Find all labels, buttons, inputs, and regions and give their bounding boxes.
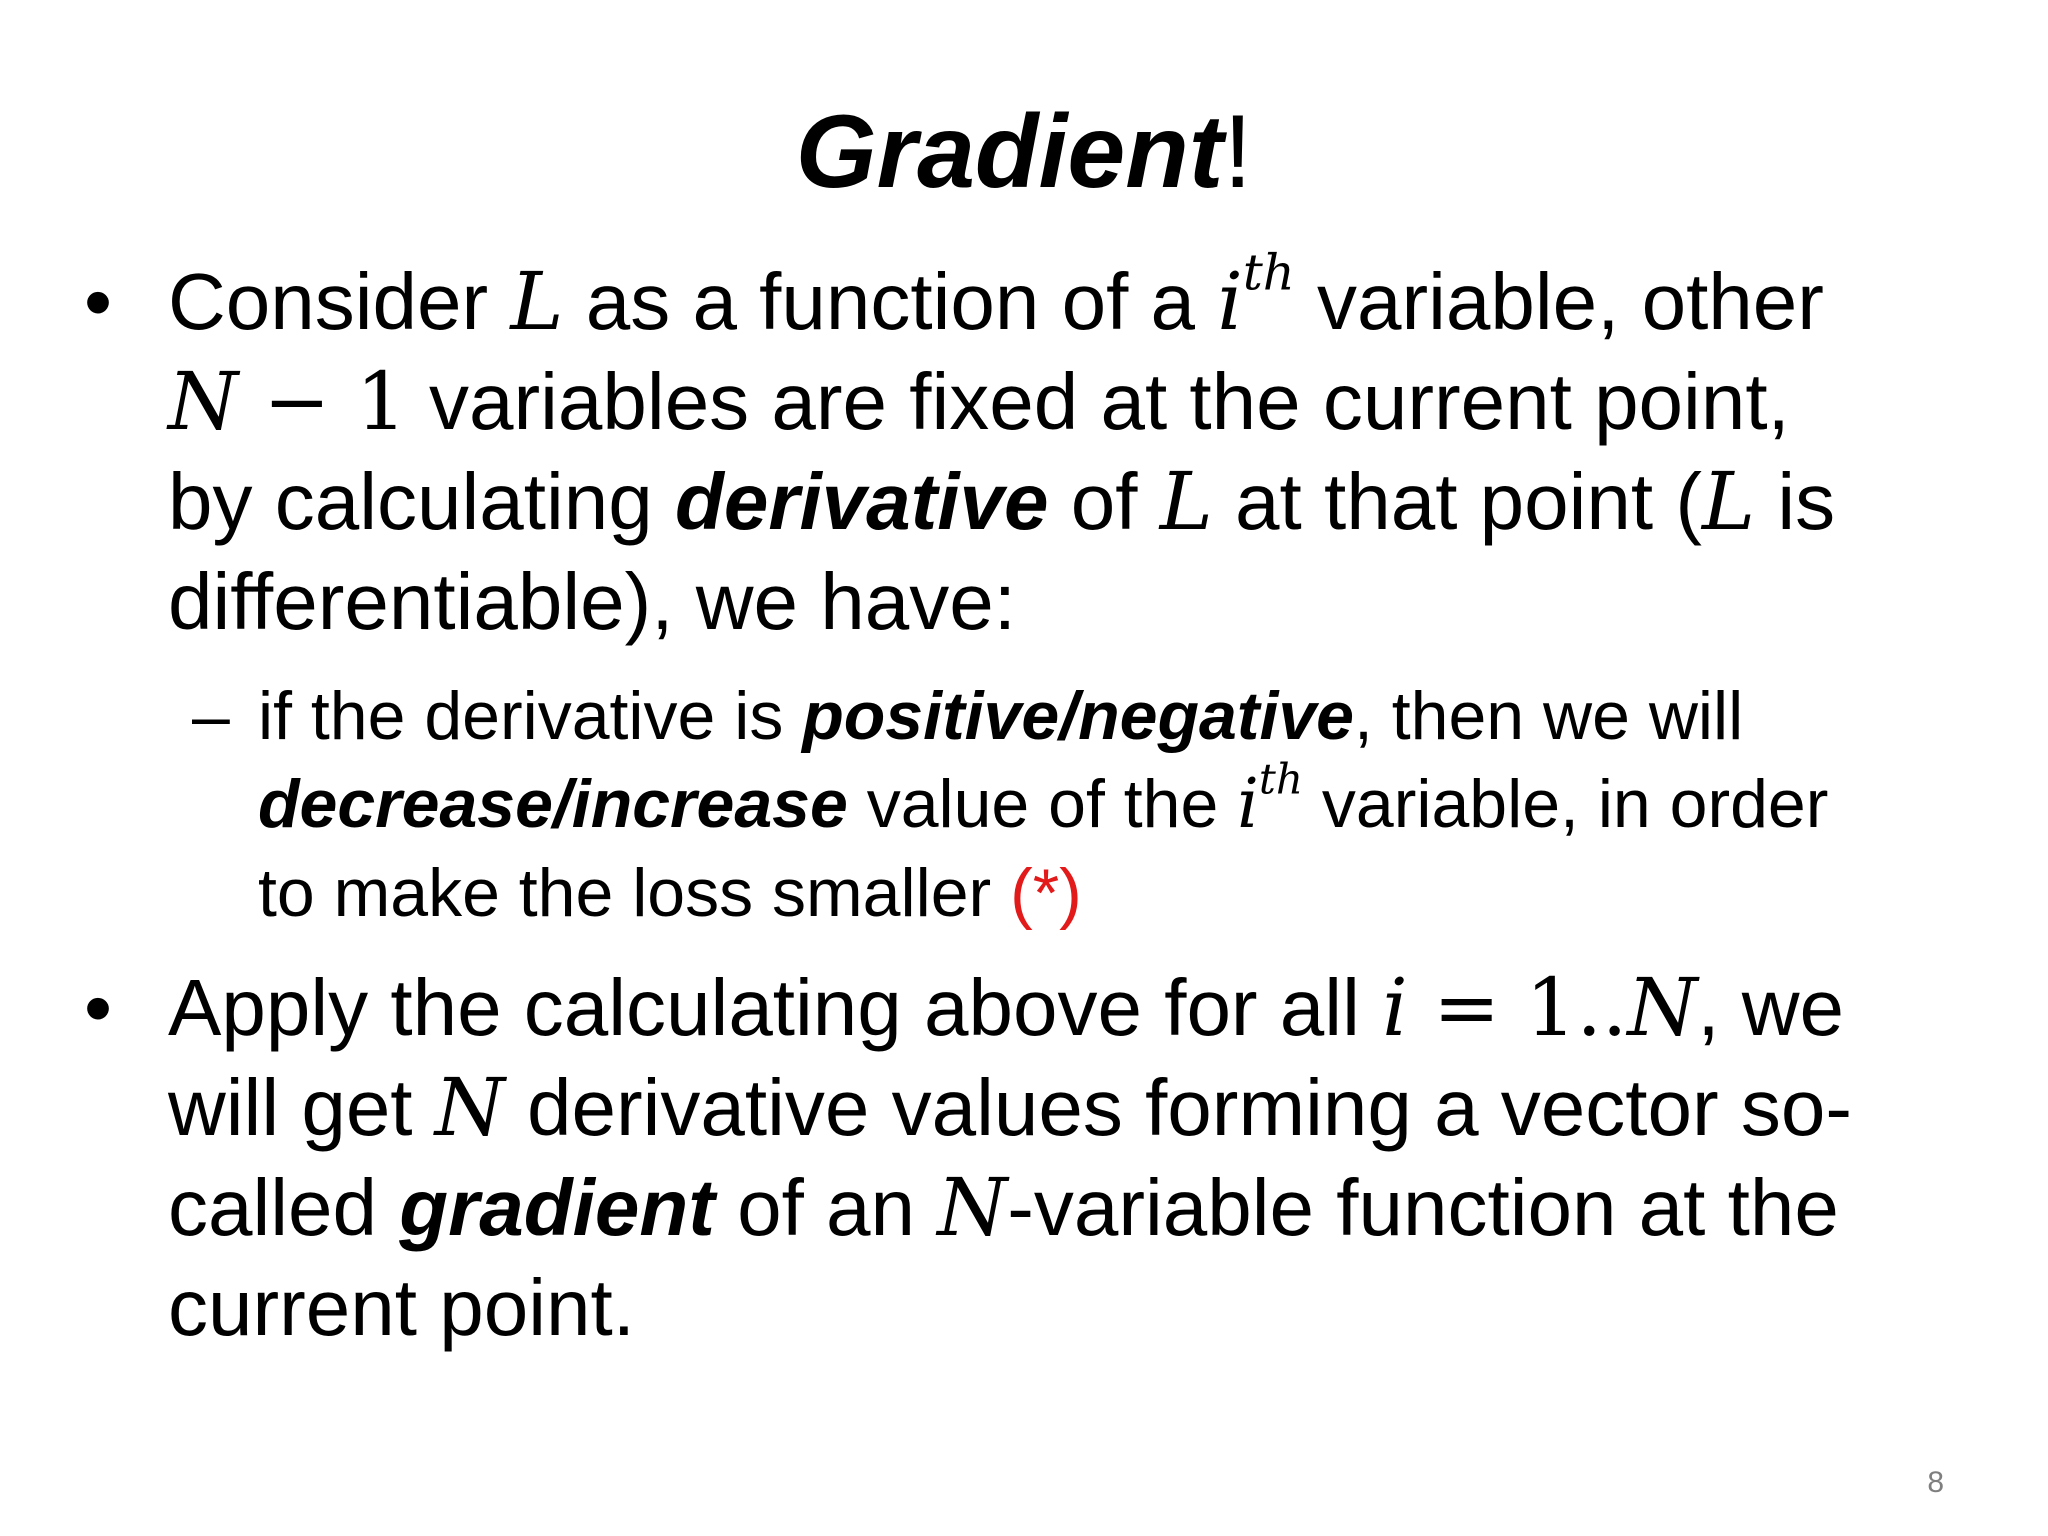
bullet-1 [84, 243, 1978, 652]
bullet-2-line-4: current point. [168, 1263, 635, 1352]
text-at-that-point: at that point ( [1212, 457, 1702, 546]
text-variable-other: variable, other [1294, 257, 1824, 346]
math-N: N [1627, 961, 1698, 1054]
title-emphasis: Gradient [795, 94, 1224, 210]
text-we: , we [1697, 963, 1845, 1052]
text-called: called [168, 1163, 400, 1252]
sub-bullet-line-2 [258, 754, 1998, 849]
bullet-marker: • [84, 963, 113, 1052]
sub-bullet [192, 672, 1998, 937]
bullet-1-line-2 [168, 352, 1978, 452]
sub-bullet-line-3 [258, 849, 1998, 937]
text-variable-in-order: variable, in order [1303, 766, 1829, 842]
emphasis-positive-negative: positive/negative [802, 678, 1354, 754]
text-is: is [1755, 457, 1836, 546]
math-th: th [1258, 754, 1304, 804]
text-then-we-will: , then we will [1353, 678, 1744, 754]
math-equals-range: = 1.. [1407, 961, 1628, 1054]
math-L: L [1702, 455, 1756, 548]
sub-bullet-line-1 [258, 672, 1998, 760]
bullet-2-line-3 [168, 1158, 1978, 1258]
math-L: L [510, 255, 564, 348]
bullet-2-line-1 [168, 958, 1978, 1058]
emphasis-gradient: gradient [399, 1163, 715, 1252]
text-variable-function: -variable function at the [1007, 1163, 1839, 1252]
text-as-function: as a function of a [563, 257, 1218, 346]
slide-title [0, 92, 2048, 212]
math-i: i [1217, 255, 1243, 348]
math-one: 1 [355, 355, 407, 448]
text-apply-calculating: Apply the calculating above for all [168, 963, 1383, 1052]
math-N: N [937, 1161, 1008, 1254]
text-by-calculating: by calculating [168, 457, 675, 546]
math-th: th [1242, 243, 1295, 302]
text-of-an: of an [714, 1163, 938, 1252]
bullet-1-line-4: differentiable), we have: [168, 557, 1016, 646]
math-L: L [1159, 455, 1213, 548]
text-if-derivative: if the derivative is [258, 678, 803, 754]
bullet-1-line-1 [168, 243, 1978, 352]
text-consider: Consider [168, 257, 511, 346]
bullet-marker: • [84, 257, 113, 346]
math-minus: − [238, 355, 356, 448]
bullet-1-line-3 [168, 452, 1978, 552]
text-make-loss-smaller: to make the loss smaller [258, 855, 1011, 931]
emphasis-derivative: derivative [674, 457, 1049, 546]
text-variables-fixed: variables are fixed at the current point, [406, 357, 1790, 446]
bullet-2 [84, 958, 1978, 1358]
bullet-2-line-2 [168, 1058, 1978, 1158]
note-marker: (*) [1010, 855, 1082, 931]
page-number: 8 [1927, 1466, 1944, 1499]
math-i: i [1237, 765, 1259, 844]
math-i: i [1382, 961, 1408, 1054]
math-N: N [168, 355, 238, 448]
emphasis-decrease-increase: decrease/increase [258, 766, 848, 842]
text-will-get: will get [168, 1063, 435, 1152]
title-suffix: ! [1223, 94, 1253, 210]
math-N: N [434, 1061, 505, 1154]
text-value-of-the: value of the [847, 766, 1238, 842]
text-derivative-values: derivative values forming a vector so- [504, 1063, 1852, 1152]
text-of: of [1048, 457, 1160, 546]
dash-marker: – [192, 678, 230, 754]
